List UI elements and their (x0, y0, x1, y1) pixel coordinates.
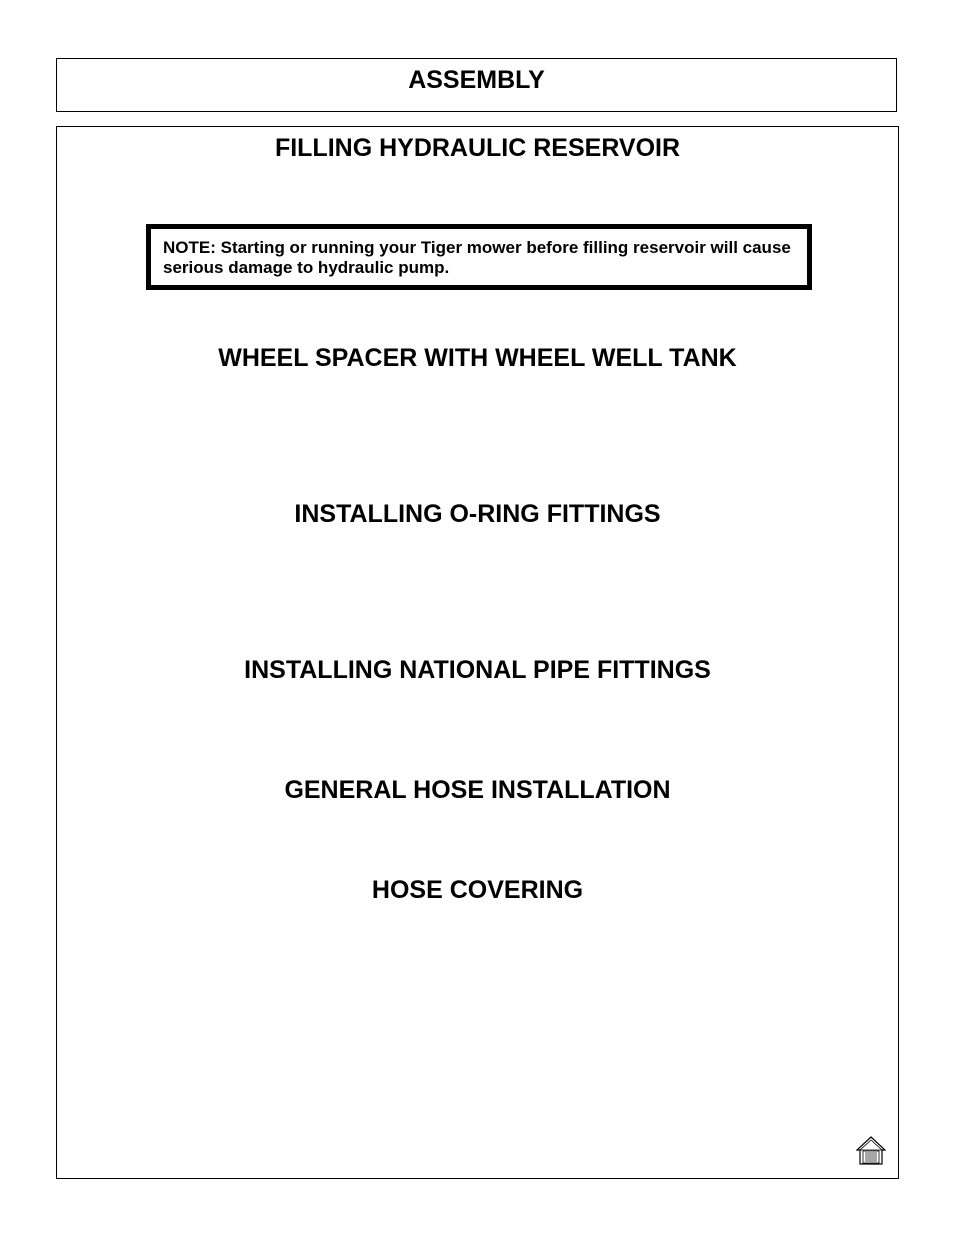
heading-hose-covering: HOSE COVERING (371, 876, 584, 904)
page-title: ASSEMBLY (408, 66, 545, 94)
content-box (56, 126, 899, 1179)
note-text: NOTE: Starting or running your Tiger mower before filling reservoir will cause serious damage to hydraulic pump. (163, 238, 791, 277)
home-icon[interactable] (856, 1136, 886, 1166)
heading-general-hose-installation: GENERAL HOSE INSTALLATION (284, 776, 671, 804)
note-box (146, 224, 812, 290)
heading-installing-national-pipe-fittings: INSTALLING NATIONAL PIPE FITTINGS (244, 656, 711, 684)
heading-installing-oring-fittings: INSTALLING O-RING FITTINGS (294, 500, 661, 528)
heading-wheel-spacer: WHEEL SPACER WITH WHEEL WELL TANK (218, 344, 737, 372)
heading-filling-hydraulic-reservoir: FILLING HYDRAULIC RESERVOIR (274, 134, 681, 162)
header-box (56, 58, 897, 112)
